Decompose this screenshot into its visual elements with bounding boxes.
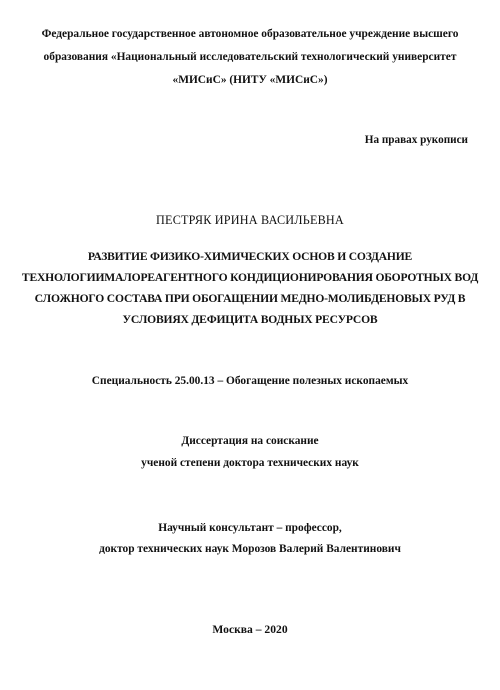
manuscript-rights: На правах рукописи xyxy=(364,134,468,146)
title-line-1: РАЗВИТИЕ ФИЗИКО-ХИМИЧЕСКИХ ОСНОВ И СОЗДАНИЕ xyxy=(87,250,413,263)
dissertation-line-2: ученой степени доктора технических наук xyxy=(141,457,359,469)
author-name: ПЕСТРЯК ИРИНА ВАСИЛЬЕВНА xyxy=(156,213,344,227)
title-line-4: УСЛОВИЯХ ДЕФИЦИТА ВОДНЫХ РЕСУРСОВ xyxy=(122,313,378,326)
consultant-line-2: доктор технических наук Морозов Валерий Валентинович xyxy=(99,543,401,555)
specialty: Специальность 25.00.13 – Обогащение полезных ископаемых xyxy=(91,375,409,387)
title-line-2: ТЕХНОЛОГИИМАЛОРЕАГЕНТНОГО КОНДИЦИОНИРОВАНИЯ ОБОРОТНЫХ ВОД xyxy=(21,271,479,284)
institution-line-3: «МИСиС» (НИТУ «МИСиС») xyxy=(172,74,328,86)
title-line-3: СЛОЖНОГО СОСТАВА ПРИ ОБОГАЩЕНИИ МЕДНО-МОЛИБДЕНОВЫХ РУД В xyxy=(34,292,466,305)
institution-line-2: образования «Национальный исследовательский технологический университет xyxy=(43,51,457,63)
consultant-line-1: Научный консультант – профессор, xyxy=(158,522,342,534)
institution-line-1: Федеральное государственное автономное образовательное учреждение высшего xyxy=(41,28,459,40)
city-year: Москва – 2020 xyxy=(212,623,288,636)
dissertation-line-1: Диссертация на соискание xyxy=(181,435,319,447)
